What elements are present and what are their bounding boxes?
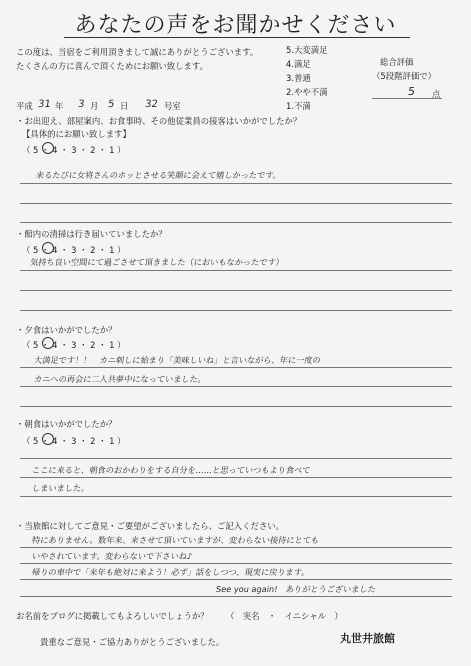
date-day-unit: 日 bbox=[120, 101, 129, 111]
q5-line-2 bbox=[20, 563, 452, 564]
overall-sub: （5段階評価で） bbox=[372, 71, 436, 81]
q4-scale: （ 5 ・ 4 ・ 3 ・ 2 ・ 1 ） bbox=[22, 436, 126, 446]
room-number: 32 bbox=[144, 99, 159, 110]
q2-answer: 気持ち良い空間にて過ごさせて頂きました（においもなかったです） bbox=[29, 257, 285, 267]
survey-title: あなたの声をお聞かせください bbox=[74, 13, 397, 38]
q3-question: ・夕食はいかがでしたか？ bbox=[16, 325, 117, 335]
q3-line-2 bbox=[20, 386, 452, 387]
q5-answer-4: See you again! ありがとうございました bbox=[215, 584, 377, 594]
date-year-unit: 年 bbox=[55, 101, 64, 111]
q5-answer-1: 特にありません。数年来、来させて頂いていますが、変わらない接待にとても bbox=[31, 535, 320, 545]
q2-question: ・館内の清掃は行き届いていましたか？ bbox=[16, 229, 167, 239]
q3-selected-circle bbox=[42, 337, 54, 349]
q3-answer-2: カニへの再会に二人共夢中になっていました。 bbox=[33, 374, 207, 384]
q1-line-3 bbox=[20, 222, 452, 223]
q1-scale: （ 5 ・ 4 ・ 3 ・ 2 ・ 1 ） bbox=[22, 145, 126, 155]
q4-question: ・朝食はいかがでしたか？ bbox=[16, 419, 117, 429]
scale-4: 4.満足 bbox=[286, 59, 311, 69]
q1-detail-label: 【具体的にお願い致します】 bbox=[22, 129, 131, 139]
scale-1: 1.不満 bbox=[286, 101, 311, 111]
q5-answer-2: いやされています。変わらないで下さいね♪ bbox=[31, 551, 193, 561]
q3-answer-1: 大満足です！！ カニ刺しに始まり「美味しいね」と言いながら、年に一度の bbox=[33, 355, 322, 365]
q5-line-1 bbox=[20, 547, 452, 548]
title-underline bbox=[64, 37, 410, 38]
overall-label: 総合評価 bbox=[380, 57, 414, 67]
date-month-unit: 月 bbox=[90, 101, 99, 111]
q5-answer-3: 帰りの車中で「来年も絶対に来よう！必ず」話をしつつ、現実に戻ります。 bbox=[31, 567, 311, 577]
q1-line-2 bbox=[20, 203, 452, 204]
date-day: 5 bbox=[107, 99, 116, 110]
date-year: 31 bbox=[37, 99, 52, 110]
q1-question: ・お出迎え、部屋案内、お食事時、その他従業員の接客はいかがでしたか？ bbox=[16, 116, 302, 126]
scale-5: 5.大変満足 bbox=[286, 45, 328, 55]
footer-thanks: 貴重なご意見・ご協力ありがとうございました。 bbox=[40, 637, 225, 647]
blog-question: お名前をブログに掲載してもよろしいでしょうか？ bbox=[16, 611, 209, 621]
q1-answer: 来るたびに女将さんのホッとさせる笑顔に会えて嬉しかったです。 bbox=[35, 170, 282, 180]
q2-line-2 bbox=[20, 290, 452, 291]
q3-line-1 bbox=[20, 367, 452, 368]
q4-line-3 bbox=[20, 496, 452, 497]
overall-value: 5 bbox=[407, 85, 416, 98]
q3-scale: （ 5 ・ 4 ・ 3 ・ 2 ・ 1 ） bbox=[22, 340, 126, 350]
date-month: 3 bbox=[77, 99, 86, 110]
overall-underline bbox=[372, 98, 442, 99]
overall-unit: 点 bbox=[432, 89, 441, 99]
q5-line-3 bbox=[20, 579, 452, 580]
q4-line-2 bbox=[20, 477, 452, 478]
q3-line-3 bbox=[20, 406, 452, 407]
q2-scale: （ 5 ・ 4 ・ 3 ・ 2 ・ 1 ） bbox=[22, 245, 126, 255]
intro-line-1: この度は、当宿をご利用頂きまして誠にありがとうございます。 bbox=[16, 47, 259, 57]
room-unit: 号室 bbox=[164, 101, 181, 111]
q4-answer-1: ここに来ると、朝食のおかわりをする自分を……と思っていつもより食べて bbox=[31, 465, 312, 475]
q4-line-1 bbox=[20, 458, 452, 459]
q4-answer-2: しまいました。 bbox=[31, 483, 91, 493]
intro-line-2: たくさんの方に喜んで頂くためにお願い致します。 bbox=[16, 61, 208, 71]
blog-options: （ 実名 ・ イニシャル ） bbox=[226, 611, 343, 621]
inn-name: 丸世井旅館 bbox=[340, 632, 395, 645]
q1-line-1 bbox=[20, 183, 452, 184]
scale-3: 3.普通 bbox=[286, 73, 311, 83]
q2-line-3 bbox=[20, 310, 452, 311]
q1-selected-circle bbox=[42, 142, 54, 154]
q4-selected-circle bbox=[42, 433, 54, 445]
q5-line-4 bbox=[20, 596, 452, 597]
q5-question: ・当旅館に対してご意見・ご要望がございましたら、ご記入ください。 bbox=[16, 521, 284, 531]
scale-2: 2.やや不満 bbox=[286, 87, 328, 97]
date-era: 平成 bbox=[16, 101, 33, 111]
q2-selected-circle bbox=[42, 242, 54, 254]
q2-line-1 bbox=[20, 270, 452, 271]
